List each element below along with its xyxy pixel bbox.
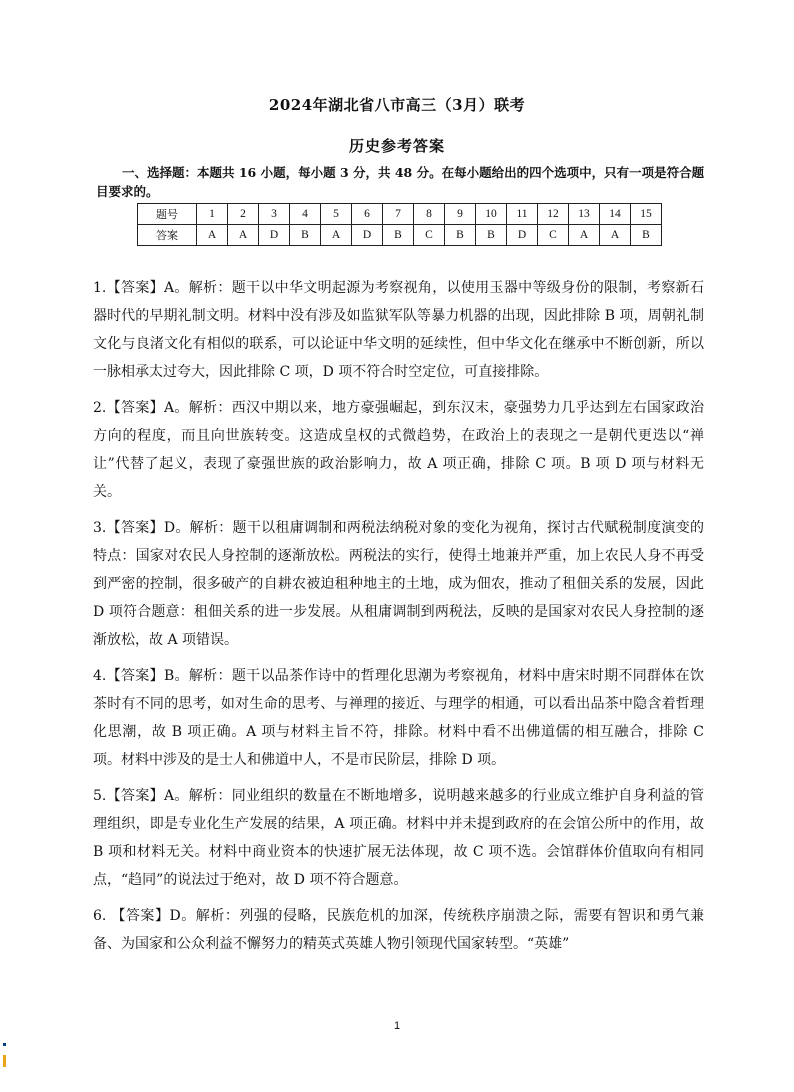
answer-cell: C (538, 225, 569, 246)
answer-explanations (93, 274, 704, 966)
question-number-cell: 5 (321, 204, 352, 225)
answer-cell: B (290, 225, 321, 246)
answer-cell: A (321, 225, 352, 246)
answer-cell: C (414, 225, 445, 246)
row-header-number: 题号 (138, 204, 197, 225)
question-number-cell: 6 (352, 204, 383, 225)
question-number-cell: 7 (383, 204, 414, 225)
answer-cell: A (600, 225, 631, 246)
question-number-cell: 14 (600, 204, 631, 225)
answer-paragraph-1: 1.【答案】A。解析：题干以中华文明起源为考察视角，以使用玉器中等级身份的限制，考察新石器时代的早期礼制文明。材料中没有涉及如监狱军队等暴力机器的出现，因此排除 B 项，周朝礼制文化与良渚文化有相似的联系，可以论证中华文明的延续性，但中华文化在继承中不断创新，所以一脉相承太过夸大，因此排除 C 项，D 项不符合时空定位，可直接排除。 (93, 280, 704, 380)
row-header-answer: 答案 (138, 225, 197, 246)
answer-row (138, 225, 662, 246)
edge-mark-bar (3, 1055, 6, 1067)
answer-paragraph-3: 3.【答案】D。解析：题干以租庸调制和两税法纳税对象的变化为视角，探讨古代赋税制度演变的特点：国家对农民人身控制的逐渐放松。两税法的实行，使得土地兼并严重，加上农民人身不再受到严密的控制，很多破产的自耕农被迫租种地主的土地，成为佃农，推动了租佃关系的发展，因此 D 项符合题意：租佃关系的进一步发展。从租庸调制到两税法，反映的是国家对农民人身控制的逐渐放松，故 A 项错误。 (93, 520, 704, 648)
answer-table (137, 203, 662, 246)
page-number: 1 (393, 1020, 401, 1032)
question-number-cell: 8 (414, 204, 445, 225)
answer-paragraph-4: 4.【答案】B。解析：题干以品茶作诗中的哲理化思潮为考察视角，材料中唐宋时期不同群体在饮茶时有不同的思考，如对生命的思考、与禅理的接近、与理学的相通，可以看出品茶中隐含着哲理化思潮，故 B 项正确。A 项与材料主旨不符，排除。材料中看不出佛道儒的相互融合，排除 C 项。材料中涉及的是士人和佛道中人，不是市民阶层，排除 D 项。 (93, 668, 704, 768)
question-number-cell: 4 (290, 204, 321, 225)
document-subtitle: 历史参考答案 (348, 137, 445, 155)
answer-cell: D (352, 225, 383, 246)
answer-cell: A (228, 225, 259, 246)
edge-mark-dot (3, 1043, 6, 1046)
answer-paragraph-6: 6. 【答案】D。解析：列强的侵略，民族危机的加深，传统秩序崩溃之际，需要有智识和勇气兼备、为国家和公众利益不懈努力的精英式英雄人物引领现代国家转型。“英雄” (93, 908, 704, 952)
question-number-cell: 12 (538, 204, 569, 225)
answer-cell: B (476, 225, 507, 246)
section-instructions (96, 163, 706, 201)
answer-cell: D (507, 225, 538, 246)
question-number-cell: 10 (476, 204, 507, 225)
question-number-cell: 2 (228, 204, 259, 225)
question-number-row (138, 204, 662, 225)
question-number-cell: 9 (445, 204, 476, 225)
question-number-cell: 3 (259, 204, 290, 225)
instructions-text: 一、选择题：本题共 16 小题，每小题 3 分，共 48 分。在每小题给出的四个选项中，只有一项是符合题目要求的。 (96, 165, 705, 199)
answer-cell: B (445, 225, 476, 246)
question-number-cell: 11 (507, 204, 538, 225)
document-title: 2024年湖北省八市高三（3月）联考 (268, 96, 526, 114)
answer-cell: D (259, 225, 290, 246)
answer-paragraph-2: 2.【答案】A。解析：西汉中期以来，地方豪强崛起，到东汉末，豪强势力几乎达到左右国家政治方向的程度，而且向世族转变。这造成皇权的式微趋势，在政治上的表现之一是朝代更迭以“禅让”代替了起义，表现了豪强世族的政治影响力，故 A 项正确，排除 C 项。B 项 D 项与材料无关。 (93, 400, 704, 500)
answer-cell: A (197, 225, 228, 246)
question-number-cell: 13 (569, 204, 600, 225)
answer-cell: A (569, 225, 600, 246)
question-number-cell: 1 (197, 204, 228, 225)
answer-cell: B (631, 225, 662, 246)
answer-paragraph-5: 5.【答案】A。解析：同业组织的数量在不断地增多，说明越来越多的行业成立维护自身利益的管理组织，即是专业化生产发展的结果，A 项正确。材料中并未提到政府的在会馆公所中的作用，故 B 项和材料无关。材料中商业资本的快速扩展无法体现，故 C 项不选。会馆群体价值取向有相同点，“趋同”的说法过于绝对，故 D 项不符合题意。 (93, 788, 704, 888)
answer-cell: B (383, 225, 414, 246)
question-number-cell: 15 (631, 204, 662, 225)
